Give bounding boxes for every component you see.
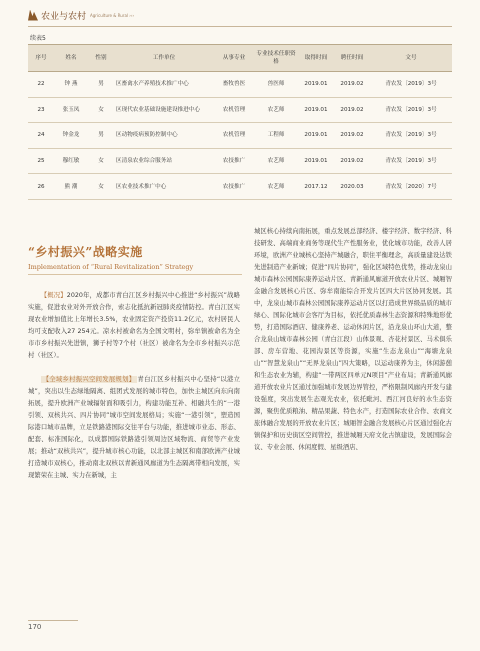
- footer-divider: [28, 620, 78, 621]
- running-header: [28, 8, 134, 22]
- col-header: 性别: [88, 45, 114, 72]
- planning-text: 青白江区乡村振兴中心坚持“以港立城”，突出以生态绿地隔离、组团式发展的城市特色，加快主城区向东向南拓展，提升欧洲产业城辐射面和吸引力，构建功能互补、相融共生的“一港引领、双核共兴、四片协同”城市空间发展格局；实施“一港引领”，塑造国际港口城市品牌，立足铁路港国际交往平台与功能，推进城市业态、形态、配套、标准国际化，以成都国际铁路港引领周边区域物流、商贸等产业发展；推动“双核共兴”，提升城市核心功能，以北部主城区和南部欧洲产业城打造城市双核心，推动南北双核以青新通风廊道为生态隔离带相向发展，实现繁荣在主城、实力在新城，主: [28, 376, 240, 479]
- section-divider: [28, 274, 242, 275]
- cell: 2019.02: [334, 123, 370, 149]
- cell: 26: [28, 174, 54, 200]
- cell: 农艺师: [254, 97, 298, 123]
- paragraph-continued: 城区核心持续向南拓展，重点发展总部经济、楼宇经济、数字经济、科技研发、高端商业商务等现代生产性服务业，优化城市功能，改善人居环境，欧洲产业城核心坚持产城融合，职住平衡理念，高质量建设达铁先进制造产业新城；促进“四片协同”，强化区域特色优势，推动龙泉山城市森林公园国际康养运动片区、青新通风廊道开放农业片区、城厢智金融合发展核心片区、弥牟南能综合开发片区四大片区协同发展。其中，龙泉山城市森林公园国际康养运动片区以打造成世界级品质的城市绿心、国际化城市会客厅为目标，依托优质森林生态资源和特殊地形优势，打造国际酒店、健康养老、运动休闲片区，沿龙泉山环山大道，整合龙泉山城市森林公园（青白江段）山体景观、杏花村景区、马术俱乐部、房车营地、花园沟景区等资源，实施“生态龙泉山”“海塘龙泉山”“智慧龙泉山”“无界龙泉山”四大策略，以运动康养为主，休闲游憩和生态农业为辅，构建“一带两区四单元N项目”产业布局；青新通风廊道开放农业片区通过加强城市发展边界管控，严格限制风廊内开发与建设强度，突出发展生态观光农业，依托毗河、西江河良好的水生态资源，聚焦优质粮油、精品果蔬、特色水产，打造国际农业合作、农商文旅体融合发展的开放农业片区；城厢智金融合发展核心片区通过强化古镇保护和历史街区空间管控，推进城厢天府文化古镇建设，发展国际会议、专业会展、休闲度假、星级酒店、: [254, 228, 452, 451]
- section-title: “乡村振兴”战略实施: [28, 245, 143, 259]
- cell: 穆红敏: [54, 148, 88, 174]
- right-column: [254, 226, 452, 454]
- col-header: 从事专业: [214, 45, 254, 72]
- table-row: [28, 72, 452, 98]
- cell: 2019.01: [298, 72, 334, 98]
- cell: 青农发〔2019〕3号: [370, 148, 452, 174]
- header-subtitle: Agriculture & Rural ›››: [90, 12, 135, 18]
- paragraph-planning: [28, 374, 240, 482]
- cell: 2019.01: [298, 123, 334, 149]
- col-header: 取得时间: [298, 45, 334, 72]
- cell: 2019.02: [334, 148, 370, 174]
- left-column: [28, 290, 240, 482]
- table-caption: 续表5: [30, 35, 46, 42]
- cell: 区农业技术推广中心: [114, 174, 214, 200]
- cell: 2020.03: [334, 174, 370, 200]
- cell: 青农发〔2019〕3号: [370, 72, 452, 98]
- table-row: [28, 148, 452, 174]
- col-header: 序号: [28, 45, 54, 72]
- col-header: 专业技术任职资格: [254, 45, 298, 72]
- cell: 畜牧兽医: [214, 72, 254, 98]
- staff-table: [28, 44, 452, 200]
- cell: 区现代农业基础设施建设推进中心: [114, 97, 214, 123]
- cell: 农机管理: [214, 123, 254, 149]
- section-english-title: Implementation of “Rural Revitalization” Strategy: [28, 263, 194, 271]
- overview-text: 2020年，成都市青白江区乡村振兴中心推进“乡村振兴”战略实施，促进农业对外开放合作，索志化抵抗新冠肺炎疫情防控。青白江区实现农业增加值比上年增长3.5%，农业固定资产投资11.2亿元，农村居民人均可支配收入27 254元。凉水村被命名为全国文明村，弥牟镇被命名为全市市乡村振兴先进镇，狮子村等7个村（社区）被命名为全市乡村振兴示范村（社区）。: [28, 292, 240, 359]
- cell: 23: [28, 97, 54, 123]
- cell: 青农发〔2019〕3号: [370, 123, 452, 149]
- cell: 2019.02: [334, 72, 370, 98]
- cell: 2019.01: [298, 148, 334, 174]
- cell: 青农发〔2019〕3号: [370, 97, 452, 123]
- table-row: [28, 174, 452, 200]
- cell: 青农发〔2020〕7号: [370, 174, 452, 200]
- col-header: 聘任时间: [334, 45, 370, 72]
- cell: 农机管理: [214, 97, 254, 123]
- cell: 女: [88, 97, 114, 123]
- cell: 区动物疫病预防控制中心: [114, 123, 214, 149]
- cell: 女: [88, 148, 114, 174]
- cell: 兽医师: [254, 72, 298, 98]
- cell: 25: [28, 148, 54, 174]
- cell: 农艺师: [254, 148, 298, 174]
- overview-tag: 【概况】: [40, 292, 67, 299]
- header-divider: [28, 26, 452, 27]
- cell: 24: [28, 123, 54, 149]
- cell: 农技推广: [214, 148, 254, 174]
- col-header: 文号: [370, 45, 452, 72]
- cell: 农技推广: [214, 174, 254, 200]
- mountain-logo-icon: [28, 10, 38, 21]
- header-title: 农业与农村: [41, 11, 87, 22]
- cell: 2019.02: [334, 97, 370, 123]
- cell: 张玉凤: [54, 97, 88, 123]
- cell: 钟金龙: [54, 123, 88, 149]
- cell: 熊 潮: [54, 174, 88, 200]
- col-header: 工作单位: [114, 45, 214, 72]
- cell: 男: [88, 72, 114, 98]
- cell: 钟 燕: [54, 72, 88, 98]
- cell: 22: [28, 72, 54, 98]
- cell: 工程师: [254, 123, 298, 149]
- cell: 女: [88, 174, 114, 200]
- col-header: 姓名: [54, 45, 88, 72]
- cell: 2019.01: [298, 97, 334, 123]
- table-header-row: [28, 45, 452, 72]
- table-row: [28, 97, 452, 123]
- cell: 区清泉农业综合服务站: [114, 148, 214, 174]
- paragraph-overview: [28, 290, 240, 362]
- cell: 农艺师: [254, 174, 298, 200]
- table-row: [28, 123, 452, 149]
- cell: 2017.12: [298, 174, 334, 200]
- cell: 男: [88, 123, 114, 149]
- cell: 区畜禽水产养殖技术推广中心: [114, 72, 214, 98]
- page-number: 170: [28, 623, 42, 631]
- planning-tag: 【全域乡村振兴空间发展规划】: [42, 376, 136, 383]
